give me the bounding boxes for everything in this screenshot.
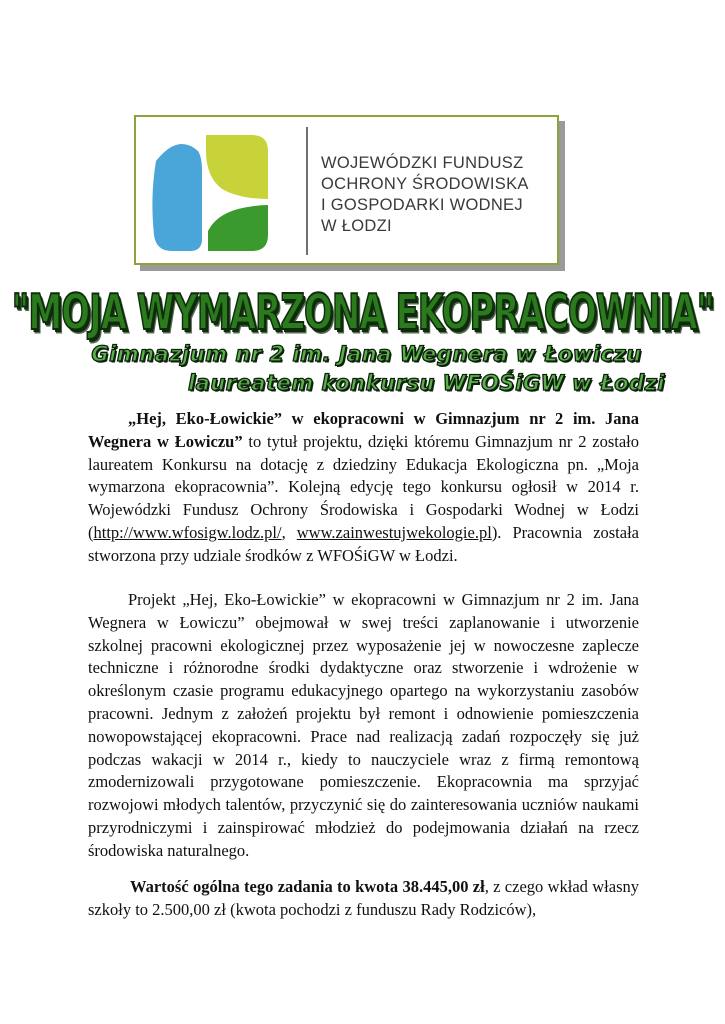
link-separator: , xyxy=(281,522,297,542)
logo-org-name xyxy=(321,153,529,237)
logo-line-1: WOJEWÓDZKI FUNDUSZ xyxy=(321,154,524,172)
intro-text-a: to tytuł projektu, dzięki któremu Gimnazjum nr 2 zostało laureatem Konkursu na dotację z dziedziny Edukacja Ekologiczna pn. „Moja wymarzona ekopracownia”. Kolejną edycję tego konkursu ogłosił w 2014 r. Wojewódzki Fundusz Ochrony Środowiska i Gospodarki Wodnej w Łodzi ( xyxy=(88,431,640,542)
paragraph-project xyxy=(88,589,639,863)
emblem-yellow-shape xyxy=(206,135,268,199)
subheadline-line-2: laureatem konkursu WFOŚiGW w Łodzi xyxy=(187,371,666,395)
intro-text-b: ). Pracownia została stworzona przy udziale środków z WFOŚiGW w Łodzi. xyxy=(88,522,639,565)
logo-divider xyxy=(306,127,308,255)
logo-line-2: OCHRONY ŚRODOWISKA xyxy=(321,175,529,193)
wfosigw-link[interactable]: http://www.wfosigw.lodz.pl/ xyxy=(93,522,282,542)
paragraph-intro xyxy=(88,408,639,568)
subheadline-line-1: Gimnazjum nr 2 im. Jana Wegnera w Łowiczu xyxy=(91,342,642,366)
logo-line-3: I GOSPODARKI WODNEJ xyxy=(321,196,523,214)
cost-text: , z czego wkład własny szkoły to 2.500,00 zł (kwota pochodzi z funduszu Rady Rodziców), xyxy=(88,877,639,919)
main-headline: "MOJA WYMARZONA EKOPRACOWNIA" xyxy=(11,284,714,342)
logo-line-4: W ŁODZI xyxy=(321,217,392,235)
wfosigw-emblem-icon xyxy=(144,127,272,255)
wfosigw-logo xyxy=(134,115,559,265)
emblem-blue-shape xyxy=(152,144,202,251)
zainwestuj-link[interactable]: www.zainwestujwekologie.pl xyxy=(296,522,492,542)
paragraph-cost xyxy=(88,876,639,922)
emblem-green-shape xyxy=(208,205,268,251)
project-text: Projekt „Hej, Eko-Łowickie” w ekopracowni w Gimnazjum nr 2 im. Jana Wegnera w Łowiczu” obejmował w swej treści zaplanowanie i utworzenie szkolnej pracowni ekologicznej przez wyposażenie jej w nowoczesne zaplecze techniczne i różnorodne środki dydaktyczne oraz stworzenie i wdrożenie w określonym czasie programu edukacyjnego opartego na wykorzystaniu zasobów pracowni. Jednym z założeń projektu był remont i odnowienie pomieszczenia nowopowstającej ekopracowni. Prace nad realizacją zadań rozpoczęły się już podczas wakacji w 2014 r., kiedy to nauczyciele wraz z firmą remontową zmodernizowali przygotowane pomieszczenie. Ekopracownia ma sprzyjać rozwojowi młodych talentów, przyczynić się do zainteresowania uczniów naukami przyrodniczymi i zainspirować młodzież do podejmowania działań na rzecz środowiska naturalnego. xyxy=(88,590,639,860)
cost-bold-lead: Wartość ogólna tego zadania to kwota 38.445,00 zł xyxy=(130,877,485,896)
intro-bold-lead: „Hej, Eko-Łowickie” w ekopracowni w Gimnazjum nr 2 im. Jana Wegnera w Łowiczu” xyxy=(88,409,639,451)
